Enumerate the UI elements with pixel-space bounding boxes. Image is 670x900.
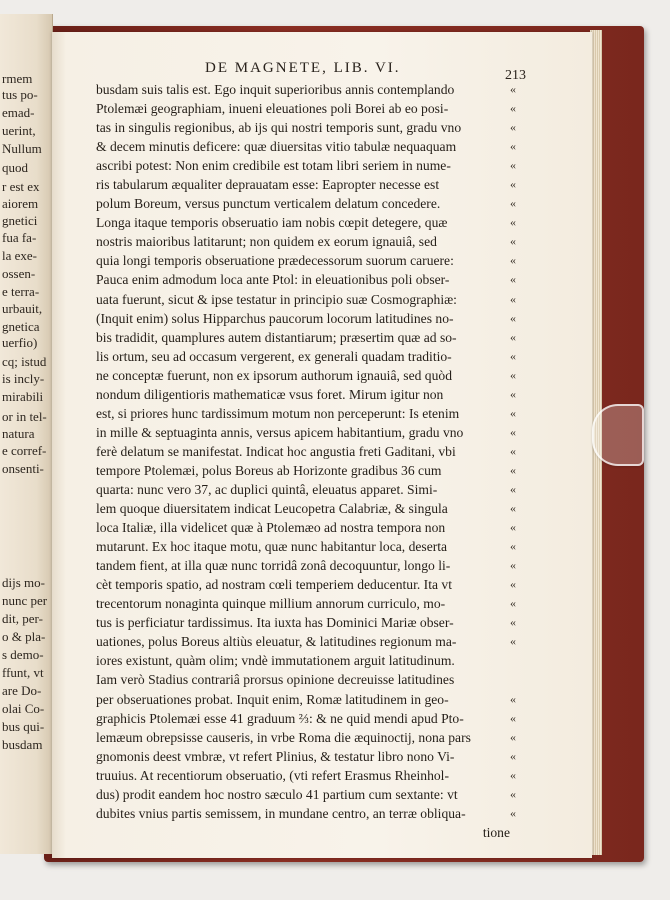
- text-line: lis ortum, seu ad occasum vergerent, ex generali quadam traditio-: [96, 348, 452, 364]
- text-line: truuius. At recentiorum obseruatio, (vti refert Erasmus Rheinhol-: [96, 767, 449, 783]
- quotation-mark: «: [510, 443, 516, 458]
- text-line: trecentorum nonaginta quinque millium annorum curriculo, mo-: [96, 596, 446, 612]
- text-line: nostris maioribus latitarunt; non quidem ex eorum ignauiâ, sed: [96, 234, 437, 250]
- quotation-mark: «: [510, 386, 516, 401]
- left-page-text-fragment: emad-: [2, 105, 35, 120]
- left-page-text-fragment: rmem: [2, 71, 33, 86]
- quotation-mark: «: [510, 348, 516, 363]
- quotation-mark: «: [510, 710, 516, 725]
- left-page-text-fragment: ffunt, vt: [2, 665, 44, 680]
- quotation-mark: «: [510, 520, 516, 535]
- quotation-mark: «: [510, 329, 516, 344]
- quotation-mark: «: [510, 577, 516, 592]
- text-line: ascribi potest: Non enim credibile est totam libri seriem in nume-: [96, 158, 451, 174]
- left-page-text-fragment: uerfio): [2, 335, 38, 350]
- left-page-text-fragment: uerint,: [2, 123, 36, 138]
- text-line: Iam verò Stadius contrariâ prorsus opinione decreuisse latitudines: [96, 672, 455, 688]
- quotation-mark: «: [510, 634, 516, 649]
- quotation-mark: «: [510, 158, 516, 173]
- quotation-mark: «: [510, 310, 516, 325]
- text-line: lem quoque diuersitatem indicat Leucopetra Calabriæ, & singula: [96, 501, 448, 517]
- quotation-mark: «: [510, 367, 516, 382]
- left-page-text-fragment: mirabili: [2, 389, 44, 404]
- left-page-text-fragment: are Do-: [2, 683, 42, 698]
- left-page-edge: [0, 14, 53, 854]
- quotation-mark: «: [510, 539, 516, 554]
- text-line: busdam suis talis est. Ego inquit superioribus annis contemplando: [96, 82, 455, 97]
- text-line: & decem minutis deficere: quæ diuersitas vitio tabulæ nequaquam: [96, 139, 457, 155]
- quotation-mark: «: [510, 234, 516, 249]
- quotation-mark: «: [510, 291, 516, 306]
- left-page-text-fragment: Nullum: [2, 141, 42, 156]
- quotation-mark: [510, 651, 532, 670]
- quotation-mark: «: [510, 786, 516, 801]
- left-page-text-fragment: la exe-: [2, 248, 38, 263]
- text-line: loca Italiæ, illa videlicet quæ à Ptolemæo ad nostra tempora non: [96, 520, 446, 536]
- text-line: ferè delatum se manifestat. Indicat hoc angustia freti Gaditani, vbi: [96, 443, 456, 459]
- text-line: graphicis Ptolemæi esse 41 graduum ⅔: & ne quid mendi apud Pto-: [96, 710, 464, 726]
- left-page-text-fragment: e terra-: [2, 284, 40, 299]
- left-page-text-fragment: dijs mo-: [2, 575, 45, 590]
- left-page-text-fragment: olai Co-: [2, 701, 45, 716]
- left-page-text-fragment: busdam: [2, 737, 43, 752]
- left-page-text-fragment: gnetica: [2, 319, 40, 334]
- text-line: tempore Ptolemæi, polus Boreus ab Horizonte gradibus 36 cum: [96, 462, 442, 478]
- text-line: ris tabularum æqualiter deprauatam esse: Eapropter necesse est: [96, 177, 440, 193]
- quotation-mark: «: [510, 139, 516, 154]
- left-page-text-fragment: urbauit,: [2, 301, 43, 316]
- text-line: nondum diligentioris mathematicæ vsus foret. Mirum igitur non: [96, 386, 444, 402]
- left-page-text-fragment: gnetici: [2, 213, 38, 228]
- left-page-text-fragment: is incly-: [2, 371, 45, 386]
- quotation-marks-column: [510, 80, 532, 823]
- quotation-mark: [510, 670, 532, 689]
- quotation-mark: «: [510, 177, 516, 192]
- quotation-mark: «: [510, 253, 516, 268]
- running-head: DE MAGNETE, LIB. VI.: [205, 60, 401, 76]
- quotation-mark: «: [510, 462, 516, 477]
- left-page-text-fragment: r est ex: [2, 179, 40, 194]
- quotation-mark: «: [510, 120, 516, 135]
- quotation-mark: «: [510, 748, 516, 763]
- text-line: bis tradidit, quamplures autem distantiarum; præsertim quæ ad so-: [96, 329, 457, 345]
- page-clip: [592, 404, 644, 466]
- quotation-mark: «: [510, 615, 516, 630]
- left-page-text-fragment: tus po-: [2, 87, 38, 102]
- quotation-mark: «: [510, 805, 516, 820]
- text-line: quarta: nunc vero 37, ac duplici quintâ, eleuatus apparet. Simi-: [96, 481, 438, 497]
- text-line: dubites vnius partis semissem, in mundane centro, an terræ obliqua-: [96, 805, 466, 821]
- left-page-text-fragment: ossen-: [2, 266, 36, 281]
- text-line: cèt temporis spatio, ad nostram cœli temperiem deducentur. Ita vt: [96, 577, 452, 593]
- left-page-text-fragment: fua fa-: [2, 230, 37, 245]
- left-page-text-fragment: e corref-: [2, 443, 47, 458]
- book-page: [52, 32, 592, 858]
- left-page-text-fragment: s demo-: [2, 647, 44, 662]
- text-line: ne conceptæ fuerunt, non ex ipsorum authorum ignauiâ, sed quòd: [96, 367, 452, 383]
- quotation-mark: «: [510, 101, 516, 116]
- text-line: per obseruationes probat. Inquit enim, Romæ latitudinem in geo-: [96, 691, 449, 707]
- left-page-text-fragment: onsenti-: [2, 461, 44, 476]
- catchword: tione: [482, 824, 510, 840]
- text-line: lemæum obrepsisse causeris, in vrbe Roma die æquinoctij, nona pars: [96, 729, 471, 745]
- text-line: uationes, polus Boreus altiùs eleuatur, & latitudines regionum ma-: [96, 634, 457, 650]
- text-line: Ptolemæi geographiam, inueni eleuationes poli Borei ab eo posi-: [96, 101, 449, 117]
- text-line: quia longi temporis obseruatione prædecessorum suorum caruere:: [96, 253, 454, 269]
- text-line: tas in singulis regionibus, ab ijs qui nostri temporis sunt, gradu vno: [96, 120, 462, 136]
- quotation-mark: «: [510, 767, 516, 782]
- quotation-mark: «: [510, 196, 516, 211]
- quotation-mark: «: [510, 215, 516, 230]
- text-line: est, si priores hunc tardissimum motum non perceperunt: Is etenim: [96, 405, 460, 421]
- text-line: tus is perficiatur tardissimus. Ita iuxta has Dominici Mariæ obser-: [96, 615, 454, 631]
- quotation-mark: «: [510, 82, 516, 96]
- left-page-text-fragment: dit, per-: [2, 611, 43, 626]
- quotation-mark: «: [510, 691, 516, 706]
- quotation-mark: «: [510, 501, 516, 516]
- quotation-mark: «: [510, 424, 516, 439]
- text-line: dus) prodit eandem hoc nostro sæculo 41 partium cum sextante: vt: [96, 786, 458, 802]
- text-line: polum Boreum, versus punctum verticalem delatum concedere.: [96, 196, 441, 212]
- left-page-text-fragment: cq; istud: [2, 354, 47, 369]
- text-line: iores existunt, quàm olim; vndè immutationem arguit latitudinum.: [96, 653, 455, 669]
- left-page-text-fragment: bus qui-: [2, 719, 45, 734]
- text-line: gnomonis deest vmbræ, vt refert Plinius, & testatur libro nono Vi-: [96, 748, 455, 764]
- text-line: Longa itaque temporis obseruatio iam nobis cœpit detegere, quæ: [96, 215, 448, 231]
- text-line: Pauca enim admodum loca ante Ptol: in eleuationibus poli obser-: [96, 272, 450, 288]
- left-page-text-fragment: quod: [2, 160, 28, 175]
- text-line: uata fuerunt, sicut & ipse testatur in principio suæ Cosmographiæ:: [96, 291, 457, 307]
- page-number: 213: [505, 68, 526, 83]
- text-line: (Inquit enim) solus Hipparchus paucorum locorum latitudines no-: [96, 310, 454, 326]
- left-page-text-fragment: natura: [2, 426, 35, 441]
- quotation-mark: «: [510, 272, 516, 287]
- text-line: in mille & septuaginta annis, versus apicem habitantium, gradu vno: [96, 424, 464, 440]
- quotation-mark: «: [510, 558, 516, 573]
- text-line: tandem fient, at illa quæ nunc torridâ zonâ decoquuntur, longo li-: [96, 558, 451, 574]
- text-block: [96, 80, 518, 842]
- text-line: mutarunt. Ex hoc itaque motu, quæ nunc habitantur loca, deserta: [96, 539, 448, 555]
- left-page-text-fragment: o & pla-: [2, 629, 46, 644]
- left-page-text-fragment: nunc per: [2, 593, 48, 608]
- left-page-text-fragment: aiorem: [2, 196, 39, 211]
- quotation-mark: «: [510, 481, 516, 496]
- quotation-mark: «: [510, 405, 516, 420]
- quotation-mark: «: [510, 729, 516, 744]
- left-page-text-fragment: or in tel-: [2, 409, 47, 424]
- quotation-mark: «: [510, 596, 516, 611]
